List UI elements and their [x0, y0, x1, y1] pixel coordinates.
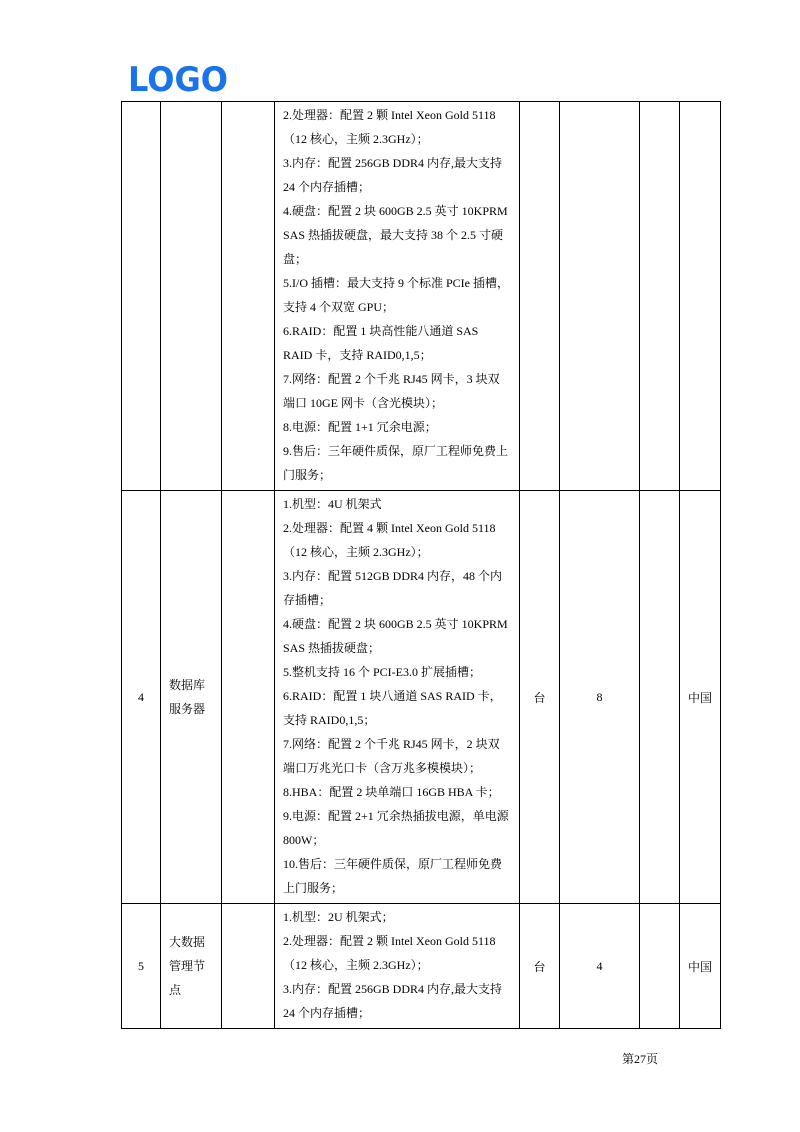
spec-line: 24 个内存插槽； — [283, 180, 371, 194]
table-row — [122, 102, 721, 491]
spec-line: 端口万兆光口卡（含万兆多模模块）； — [283, 761, 482, 775]
brand-model-cell — [222, 904, 275, 1029]
unit-cell: 台 — [520, 904, 560, 1029]
spec-line: 9.售后：三年硬件质保，原厂工程师免费上 — [283, 444, 509, 458]
spec-line: 5.I/O 插槽：最大支持 9 个标准 PCIe 插槽， — [283, 276, 509, 290]
spec-line: （12 核心，主频 2.3GHz）； — [283, 958, 429, 972]
quantity-cell: 4 — [560, 904, 640, 1029]
spec-line: RAID 卡，支持 RAID0,1,5； — [283, 348, 432, 362]
logo-text: LOGO — [128, 62, 228, 94]
remark-cell — [640, 491, 680, 904]
unit-cell — [520, 102, 560, 491]
spec-line: 盘； — [283, 252, 308, 266]
spec-line: 7.网络：配置 2 个千兆 RJ45 网卡，2 块双 — [283, 737, 500, 751]
spec-line: 支持 4 个双宽 GPU； — [283, 300, 395, 314]
row-index-cell: 4 — [122, 491, 161, 904]
spec-line: 3.内存：配置 256GB DDR4 内存,最大支持 — [283, 156, 503, 170]
remark-cell — [640, 904, 680, 1029]
spec-line: 3.内存：配置 512GB DDR4 内存，48 个内 — [283, 569, 503, 583]
spec-cell — [275, 904, 520, 1029]
item-name-line: 管理节 — [169, 959, 206, 973]
spec-line: 支持 RAID0,1,5； — [283, 713, 376, 727]
spec-line: 上门服务； — [283, 881, 344, 895]
spec-line: （12 核心，主频 2.3GHz）； — [283, 132, 429, 146]
spec-line: 4.硬盘：配置 2 块 600GB 2.5 英寸 10KPRM — [283, 617, 508, 631]
remark-cell — [640, 102, 680, 491]
brand-model-cell — [222, 491, 275, 904]
spec-line: 24 个内存插槽； — [283, 1006, 371, 1020]
quantity-cell — [560, 102, 640, 491]
equipment-spec-table — [121, 101, 721, 1029]
quantity-cell: 8 — [560, 491, 640, 904]
spec-line: 10.售后：三年硬件质保，原厂工程师免费 — [283, 857, 503, 871]
origin-cell — [680, 102, 721, 491]
item-name-line: 数据库 — [169, 678, 206, 692]
spec-line: 9.电源：配置 2+1 冗余热插拔电源，单电源 — [283, 809, 509, 823]
item-name-line: 服务器 — [169, 702, 206, 716]
spec-line: 2.处理器：配置 2 颗 Intel Xeon Gold 5118 — [283, 934, 496, 948]
spec-line: 3.内存：配置 256GB DDR4 内存,最大支持 — [283, 982, 503, 996]
spec-line: 1.机型：4U 机架式 — [283, 497, 382, 511]
spec-line: 门服务； — [283, 468, 332, 482]
spec-line: SAS 热插拔硬盘，最大支持 38 个 2.5 寸硬 — [283, 228, 504, 242]
origin-cell: 中国 — [680, 491, 721, 904]
spec-line: 6.RAID：配置 1 块八通道 SAS RAID 卡， — [283, 689, 502, 703]
table-row — [122, 491, 721, 904]
unit-cell: 台 — [520, 491, 560, 904]
brand-model-cell — [222, 102, 275, 491]
spec-line: 8.HBA：配置 2 块单端口 16GB HBA 卡； — [283, 785, 500, 799]
item-name-cell — [161, 904, 222, 1029]
company-logo — [128, 62, 228, 94]
spec-line: 4.硬盘：配置 2 块 600GB 2.5 英寸 10KPRM — [283, 204, 508, 218]
row-index-cell: 5 — [122, 904, 161, 1029]
spec-line: 8.电源：配置 1+1 冗余电源； — [283, 420, 437, 434]
item-name-cell — [161, 491, 222, 904]
spec-line: 7.网络：配置 2 个千兆 RJ45 网卡，3 块双 — [283, 372, 500, 386]
spec-line: 1.机型：2U 机架式； — [283, 910, 394, 924]
spec-line: 端口 10GE 网卡（含光模块）； — [283, 396, 443, 410]
spec-line: 5.整机支持 16 个 PCI-E3.0 扩展插槽； — [283, 665, 482, 679]
page-number: 第27页 — [622, 1052, 659, 1066]
spec-line: 6.RAID：配置 1 块高性能八通道 SAS — [283, 324, 479, 338]
item-name-line: 大数据 — [169, 935, 206, 949]
spec-line: SAS 热插拔硬盘； — [283, 641, 381, 655]
spec-line: 2.处理器：配置 2 颗 Intel Xeon Gold 5118 — [283, 108, 496, 122]
item-name-line: 点 — [169, 983, 182, 997]
spec-line: 存插槽； — [283, 593, 332, 607]
spec-cell — [275, 102, 520, 491]
spec-line: 2.处理器：配置 4 颗 Intel Xeon Gold 5118 — [283, 521, 496, 535]
spec-cell — [275, 491, 520, 904]
row-index-cell — [122, 102, 161, 491]
table-row — [122, 904, 721, 1029]
origin-cell: 中国 — [680, 904, 721, 1029]
spec-line: 800W； — [283, 833, 325, 847]
spec-line: （12 核心，主频 2.3GHz）； — [283, 545, 429, 559]
item-name-cell — [161, 102, 222, 491]
